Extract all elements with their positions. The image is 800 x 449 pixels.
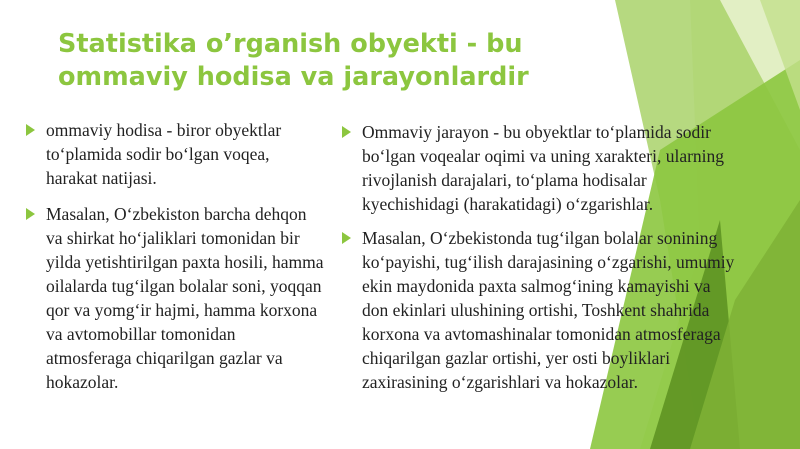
bullet-text: Masalan, O‘zbekiston barcha dehqon va shirkat ho‘jaliklari tomonidan bir yilda yetishtirilgan paxta hosili, hamma oilalarda tug‘ilgan bolalar soni, yoqqan qor va yomg‘ir hajmi, hamma korxona va avtomobillar tomonidan atmosferaga chiqarilgan gazlar va hokazolar. — [46, 204, 324, 392]
bullet-text: Masalan, O‘zbekistonda tug‘ilgan bolalar sonining ko‘payishi, tug‘ilish darajasining o‘zgarishi, umumiy ekin maydonida paxta salmog‘ining kamayishi va don ekinlari ulushining ortishi, Toshkent shahrida korxona va avtomashinalar tomonidan atmosferaga chiqarilgan gazlar ortishi, yer osti boyliklari zaxirasining o‘zgarishlari va hokazolar. — [362, 228, 735, 392]
right-bullet-list — [340, 120, 740, 404]
list-item — [340, 120, 740, 216]
triangle-bullet-icon — [342, 126, 351, 138]
list-item — [24, 118, 324, 190]
triangle-bullet-icon — [26, 208, 35, 220]
left-bullet-list — [24, 118, 324, 406]
list-item — [340, 226, 740, 394]
list-item — [24, 202, 324, 394]
bullet-text: Ommaviy jarayon - bu obyektlar to‘plamida sodir bo‘lgan voqealar oqimi va uning xarakteri, ularning rivojlanish darajalari, to‘plama hodisalar kyechishidagi (harakatidagi) o‘zgarishlar. — [362, 122, 725, 214]
slide-title: Statistika o’rganish obyekti - bu ommaviy hodisa va jarayonlardir — [58, 29, 529, 92]
bullet-text: ommaviy hodisa - biror obyektlar to‘plamida sodir bo‘lgan voqea, harakat natijasi. — [46, 120, 282, 188]
triangle-bullet-icon — [26, 124, 35, 136]
triangle-bullet-icon — [342, 232, 351, 244]
